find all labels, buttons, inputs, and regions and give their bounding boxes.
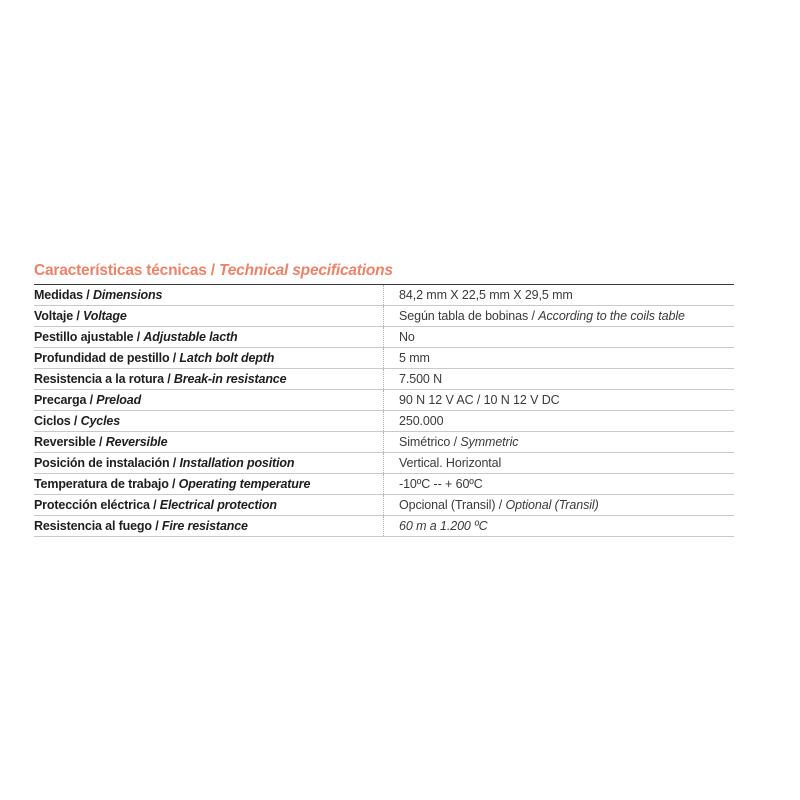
label-es: Ciclos / — [34, 414, 81, 428]
table-row — [34, 495, 734, 516]
value-text: Simétrico / — [399, 435, 461, 449]
label-es: Pestillo ajustable / — [34, 330, 144, 344]
table-row — [34, 453, 734, 474]
label-es: Temperatura de trabajo / — [34, 477, 179, 491]
spec-value — [384, 390, 735, 411]
value-text: 90 N 12 V AC / 10 N 12 V DC — [399, 393, 560, 407]
value-text: Opcional (Transil) / — [399, 498, 506, 512]
label-en: Cycles — [80, 414, 121, 428]
label-en: Electrical protection — [159, 498, 277, 512]
label-en: Latch bolt depth — [179, 351, 275, 365]
spec-label — [34, 306, 384, 327]
value-en: Symmetric — [460, 435, 519, 449]
table-row — [34, 348, 734, 369]
label-en: Installation position — [179, 456, 295, 470]
spec-value — [384, 411, 735, 432]
table-row — [34, 516, 734, 537]
label-es: Precarga / — [34, 393, 97, 407]
label-en: Preload — [96, 393, 142, 407]
spec-label — [34, 516, 384, 537]
table-row — [34, 390, 734, 411]
value-text: 5 mm — [399, 351, 430, 365]
label-es: Medidas / — [34, 288, 93, 302]
value-text: No — [399, 330, 415, 344]
label-es: Reversible / — [34, 435, 106, 449]
section-title-en: Technical specifications — [219, 262, 393, 279]
spec-value — [384, 495, 735, 516]
spec-label — [34, 327, 384, 348]
value-text: 7.500 N — [399, 372, 443, 386]
label-en: Fire resistance — [161, 519, 248, 533]
spec-value — [384, 453, 735, 474]
spec-value — [384, 432, 735, 453]
value-text: 250.000 — [399, 414, 444, 428]
section-title — [34, 258, 734, 284]
spec-value — [384, 348, 735, 369]
spec-label — [34, 369, 384, 390]
spec-value — [384, 306, 735, 327]
spec-label — [34, 390, 384, 411]
table-row — [34, 474, 734, 495]
spec-value — [384, 285, 735, 306]
table-row — [34, 285, 734, 306]
table-row — [34, 411, 734, 432]
spec-label — [34, 495, 384, 516]
technical-specifications — [34, 258, 734, 537]
label-en: Break-in resistance — [173, 372, 287, 386]
label-en: Adjustable lacth — [143, 330, 238, 344]
spec-value — [384, 327, 735, 348]
table-row — [34, 327, 734, 348]
spec-label — [34, 348, 384, 369]
value-en: 60 m a 1.200 ºC — [399, 519, 488, 533]
spec-label — [34, 411, 384, 432]
value-text: -10ºC -- + 60ºC — [399, 477, 483, 491]
value-en: According to the coils table — [538, 309, 685, 323]
value-text: 84,2 mm X 22,5 mm X 29,5 mm — [399, 288, 573, 302]
label-es: Voltaje / — [34, 309, 83, 323]
label-en: Reversible — [105, 435, 168, 449]
label-en: Voltage — [82, 309, 127, 323]
spec-table — [34, 284, 734, 537]
label-es: Profundidad de pestillo / — [34, 351, 180, 365]
label-en: Dimensions — [92, 288, 163, 302]
value-text: Vertical. Horizontal — [399, 456, 502, 470]
spec-label — [34, 432, 384, 453]
spec-value — [384, 516, 735, 537]
value-text: Según tabla de bobinas / — [399, 309, 539, 323]
spec-value — [384, 369, 735, 390]
label-es: Resistencia a la rotura / — [34, 372, 174, 386]
spec-label — [34, 453, 384, 474]
spec-label — [34, 474, 384, 495]
table-row — [34, 306, 734, 327]
table-row — [34, 369, 734, 390]
spec-value — [384, 474, 735, 495]
spec-label — [34, 285, 384, 306]
section-title-es: Características técnicas / — [34, 262, 220, 279]
table-row — [34, 432, 734, 453]
label-en: Operating temperature — [178, 477, 311, 491]
label-es: Protección eléctrica / — [34, 498, 160, 512]
value-en: Optional (Transil) — [505, 498, 599, 512]
label-es: Posición de instalación / — [34, 456, 180, 470]
label-es: Resistencia al fuego / — [34, 519, 162, 533]
